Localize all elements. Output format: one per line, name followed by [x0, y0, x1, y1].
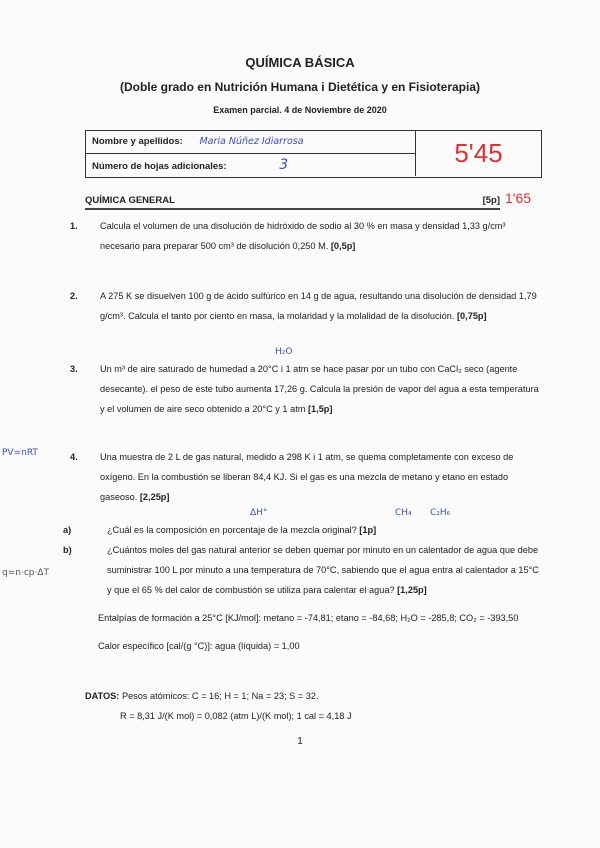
total-score: 5'45	[415, 130, 541, 176]
course-subtitle: (Doble grado en Nutrición Humana i Dietética y en Fisioterapia)	[119, 80, 481, 94]
note-h2o: H₂O	[275, 347, 293, 357]
question-3: 3. Un m³ de aire saturado de humedad a 20°C i 1 atm se hace pasar por un tubo con CaCl₂ seco (agente desecante). el peso de este tubo aumenta 17,26 g. Calcula la presión de vapor del agua a esta temperatura y el volumen de aire seco obtenido a 20°C y 1 atm [1,5p]	[70, 364, 539, 414]
note-c2h6: C₂H₆	[430, 508, 451, 518]
section-header	[85, 195, 500, 210]
questions-area	[63, 216, 540, 752]
subquestion-b: b) ¿Cuántos moles del gas natural anterior se deben quemar por minuto en un calentador de agua que debe suministrar 100 L por minuto a una temperatura de 70°C, sabiendo que el agua entra al calentador a 15°C y que el 65 % del calor de combustión se utiliza para calentar el agua? [1,25p]	[63, 545, 539, 595]
note-dh: ΔH°	[250, 508, 268, 518]
name-value: Maria Núñez Idiarrosa	[199, 136, 304, 147]
question-4: 4. Una muestra de 2 L de gas natural, medido a 298 K i 1 atm, se quema completamente con exceso de oxígeno. En la combustión se liberan 84,4 KJ. Si el gas es una mezcla de metano y etano en estado gaseoso. [2,25p]	[70, 452, 514, 502]
margin-note-ideal-gas: PV=nRT	[2, 448, 38, 458]
enthalpy-data: Entalpías de formación a 25°C [KJ/mol]: metano = -74,81; etano = -84,68; H₂O = -285,8; CO₂ = -393,50	[98, 613, 519, 623]
question-1: 1. Calcula el volumen de una disolución de hidróxido de sodio al 30 % en masa y densidad 1,33 g/cm³ necesario para preparar 500 cm³ de disolución 0,250 M. [0,5p]	[70, 221, 506, 251]
section-title: QUÍMICA GENERAL	[85, 195, 175, 206]
name-label: Nombre y apellidos:	[92, 136, 183, 147]
specific-heat-data: Calor específico [cal/(g °C)]: agua (líquida) = 1,00	[98, 641, 300, 651]
note-ch4: CH₄	[395, 508, 412, 518]
exam-date: Examen parcial. 4 de Noviembre de 2020	[213, 105, 387, 115]
section-points: [5p]	[482, 195, 500, 206]
datos-line-1: DATOS: Pesos atómicos: C = 16; H = 1; Na = 23; S = 32.	[85, 691, 319, 701]
sheets-value: 3	[279, 157, 289, 173]
sheets-label: Número de hojas adicionales:	[92, 161, 227, 172]
section-grade: 1'65	[505, 190, 532, 206]
page-number: 1	[297, 736, 303, 747]
margin-note-heat: q=n·cp·ΔT	[2, 568, 49, 578]
subquestion-a: a) ¿Cuál es la composición en porcentaje de la mezcla original? [1p]	[63, 525, 377, 535]
question-2: 2. A 275 K se disuelven 100 g de ácido sulfúrico en 14 g de agua, resultando una disolución de densidad 1,79 g/cm³. Calcula el tanto por ciento en masa, la molaridad y la molalidad de la disolución. [0,75p]	[70, 291, 537, 321]
course-title: QUÍMICA BÁSICA	[245, 55, 355, 70]
datos-line-2: R = 8,31 J/(K mol) = 0,082 (atm L)/(K mol); 1 cal = 4,18 J	[120, 711, 352, 721]
